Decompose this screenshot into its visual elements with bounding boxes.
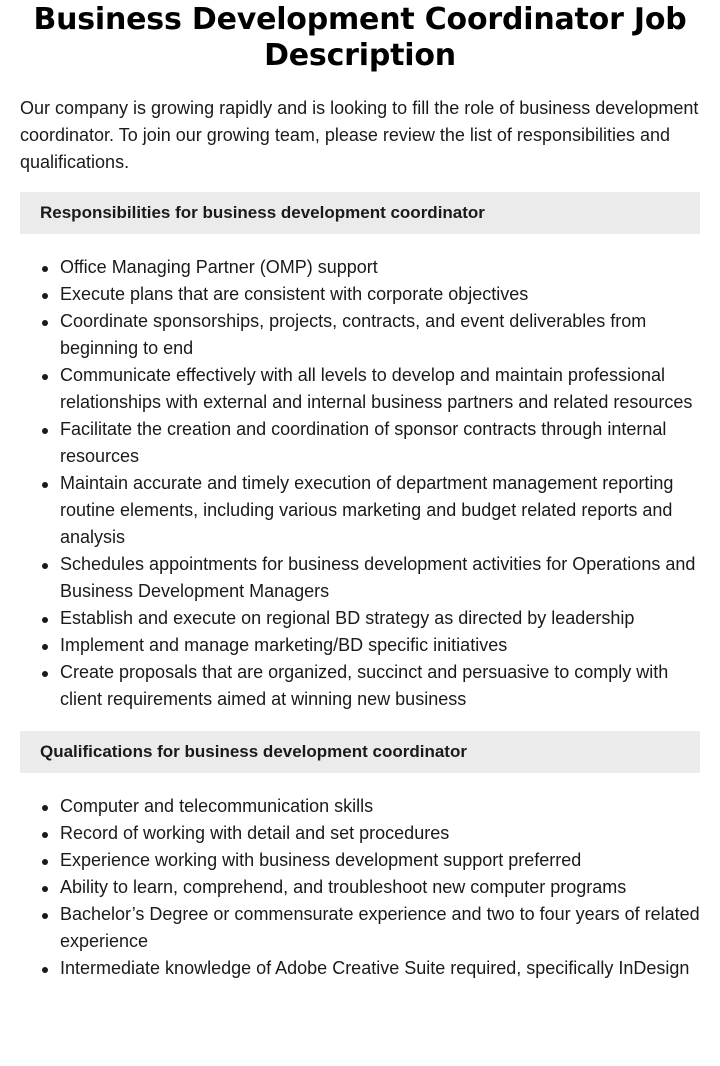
intro-paragraph: Our company is growing rapidly and is looking to fill the role of business development coordinator. To join our growing team, please review the list of responsibilities and qualifications. — [20, 98, 699, 172]
list-item-text: Office Managing Partner (OMP) support — [60, 257, 378, 277]
bullet-icon — [42, 374, 48, 380]
page-title: Business Development Coordinator Job Description — [33, 2, 687, 73]
responsibilities-heading: Responsibilities for business development coordinator — [20, 192, 700, 234]
bullet-icon — [42, 886, 48, 892]
bullet-icon — [42, 967, 48, 973]
list-item-text: Bachelor’s Degree or commensurate experience and two to four years of related experience — [60, 904, 700, 951]
list-item — [20, 470, 700, 551]
bullet-icon — [42, 428, 48, 434]
bullet-icon — [42, 266, 48, 272]
list-item — [20, 793, 700, 820]
qualifications-heading: Qualifications for business development coordinator — [20, 731, 700, 773]
list-item-text: Coordinate sponsorships, projects, contracts, and event deliverables from beginning to end — [60, 311, 647, 358]
bullet-icon — [42, 805, 48, 811]
list-item — [20, 820, 700, 847]
bullet-icon — [42, 913, 48, 919]
list-item-text: Facilitate the creation and coordination of sponsor contracts through internal resources — [60, 419, 667, 466]
list-item — [20, 605, 700, 632]
list-item-text: Intermediate knowledge of Adobe Creative Suite required, specifically InDesign — [60, 958, 690, 978]
list-item-text: Ability to learn, comprehend, and troubleshoot new computer programs — [60, 877, 627, 897]
list-item — [20, 362, 700, 416]
list-item-text: Implement and manage marketing/BD specific initiatives — [60, 635, 508, 655]
list-item — [20, 551, 700, 605]
list-item-text: Computer and telecommunication skills — [60, 796, 374, 816]
bullet-icon — [42, 644, 48, 650]
qualifications-list — [20, 793, 700, 982]
list-item-text: Record of working with detail and set procedures — [60, 823, 450, 843]
responsibilities-list — [20, 254, 700, 713]
list-item-text: Create proposals that are organized, succinct and persuasive to comply with client requirements aimed at winning new business — [60, 662, 669, 709]
list-item-text: Schedules appointments for business development activities for Operations and Business Development Managers — [60, 554, 696, 601]
list-item — [20, 281, 700, 308]
bullet-icon — [42, 482, 48, 488]
list-item — [20, 254, 700, 281]
list-item-text: Establish and execute on regional BD strategy as directed by leadership — [60, 608, 635, 628]
list-item — [20, 659, 700, 713]
job-description-page — [0, 2, 720, 1066]
list-item-text: Communicate effectively with all levels to develop and maintain professional relationships with external and internal business partners and related resources — [60, 365, 693, 412]
list-item-text: Experience working with business development support preferred — [60, 850, 582, 870]
list-item — [20, 955, 700, 982]
list-item — [20, 901, 700, 955]
bullet-icon — [42, 671, 48, 677]
bullet-icon — [42, 859, 48, 865]
list-item — [20, 874, 700, 901]
list-item-text: Execute plans that are consistent with corporate objectives — [60, 284, 529, 304]
list-item — [20, 632, 700, 659]
bullet-icon — [42, 320, 48, 326]
bullet-icon — [42, 617, 48, 623]
list-item-text: Maintain accurate and timely execution of department management reporting routine elements, including various marketing and budget related reports and analysis — [60, 473, 674, 547]
list-item — [20, 847, 700, 874]
bullet-icon — [42, 563, 48, 569]
list-item — [20, 416, 700, 470]
bullet-icon — [42, 832, 48, 838]
bullet-icon — [42, 293, 48, 299]
list-item — [20, 308, 700, 362]
